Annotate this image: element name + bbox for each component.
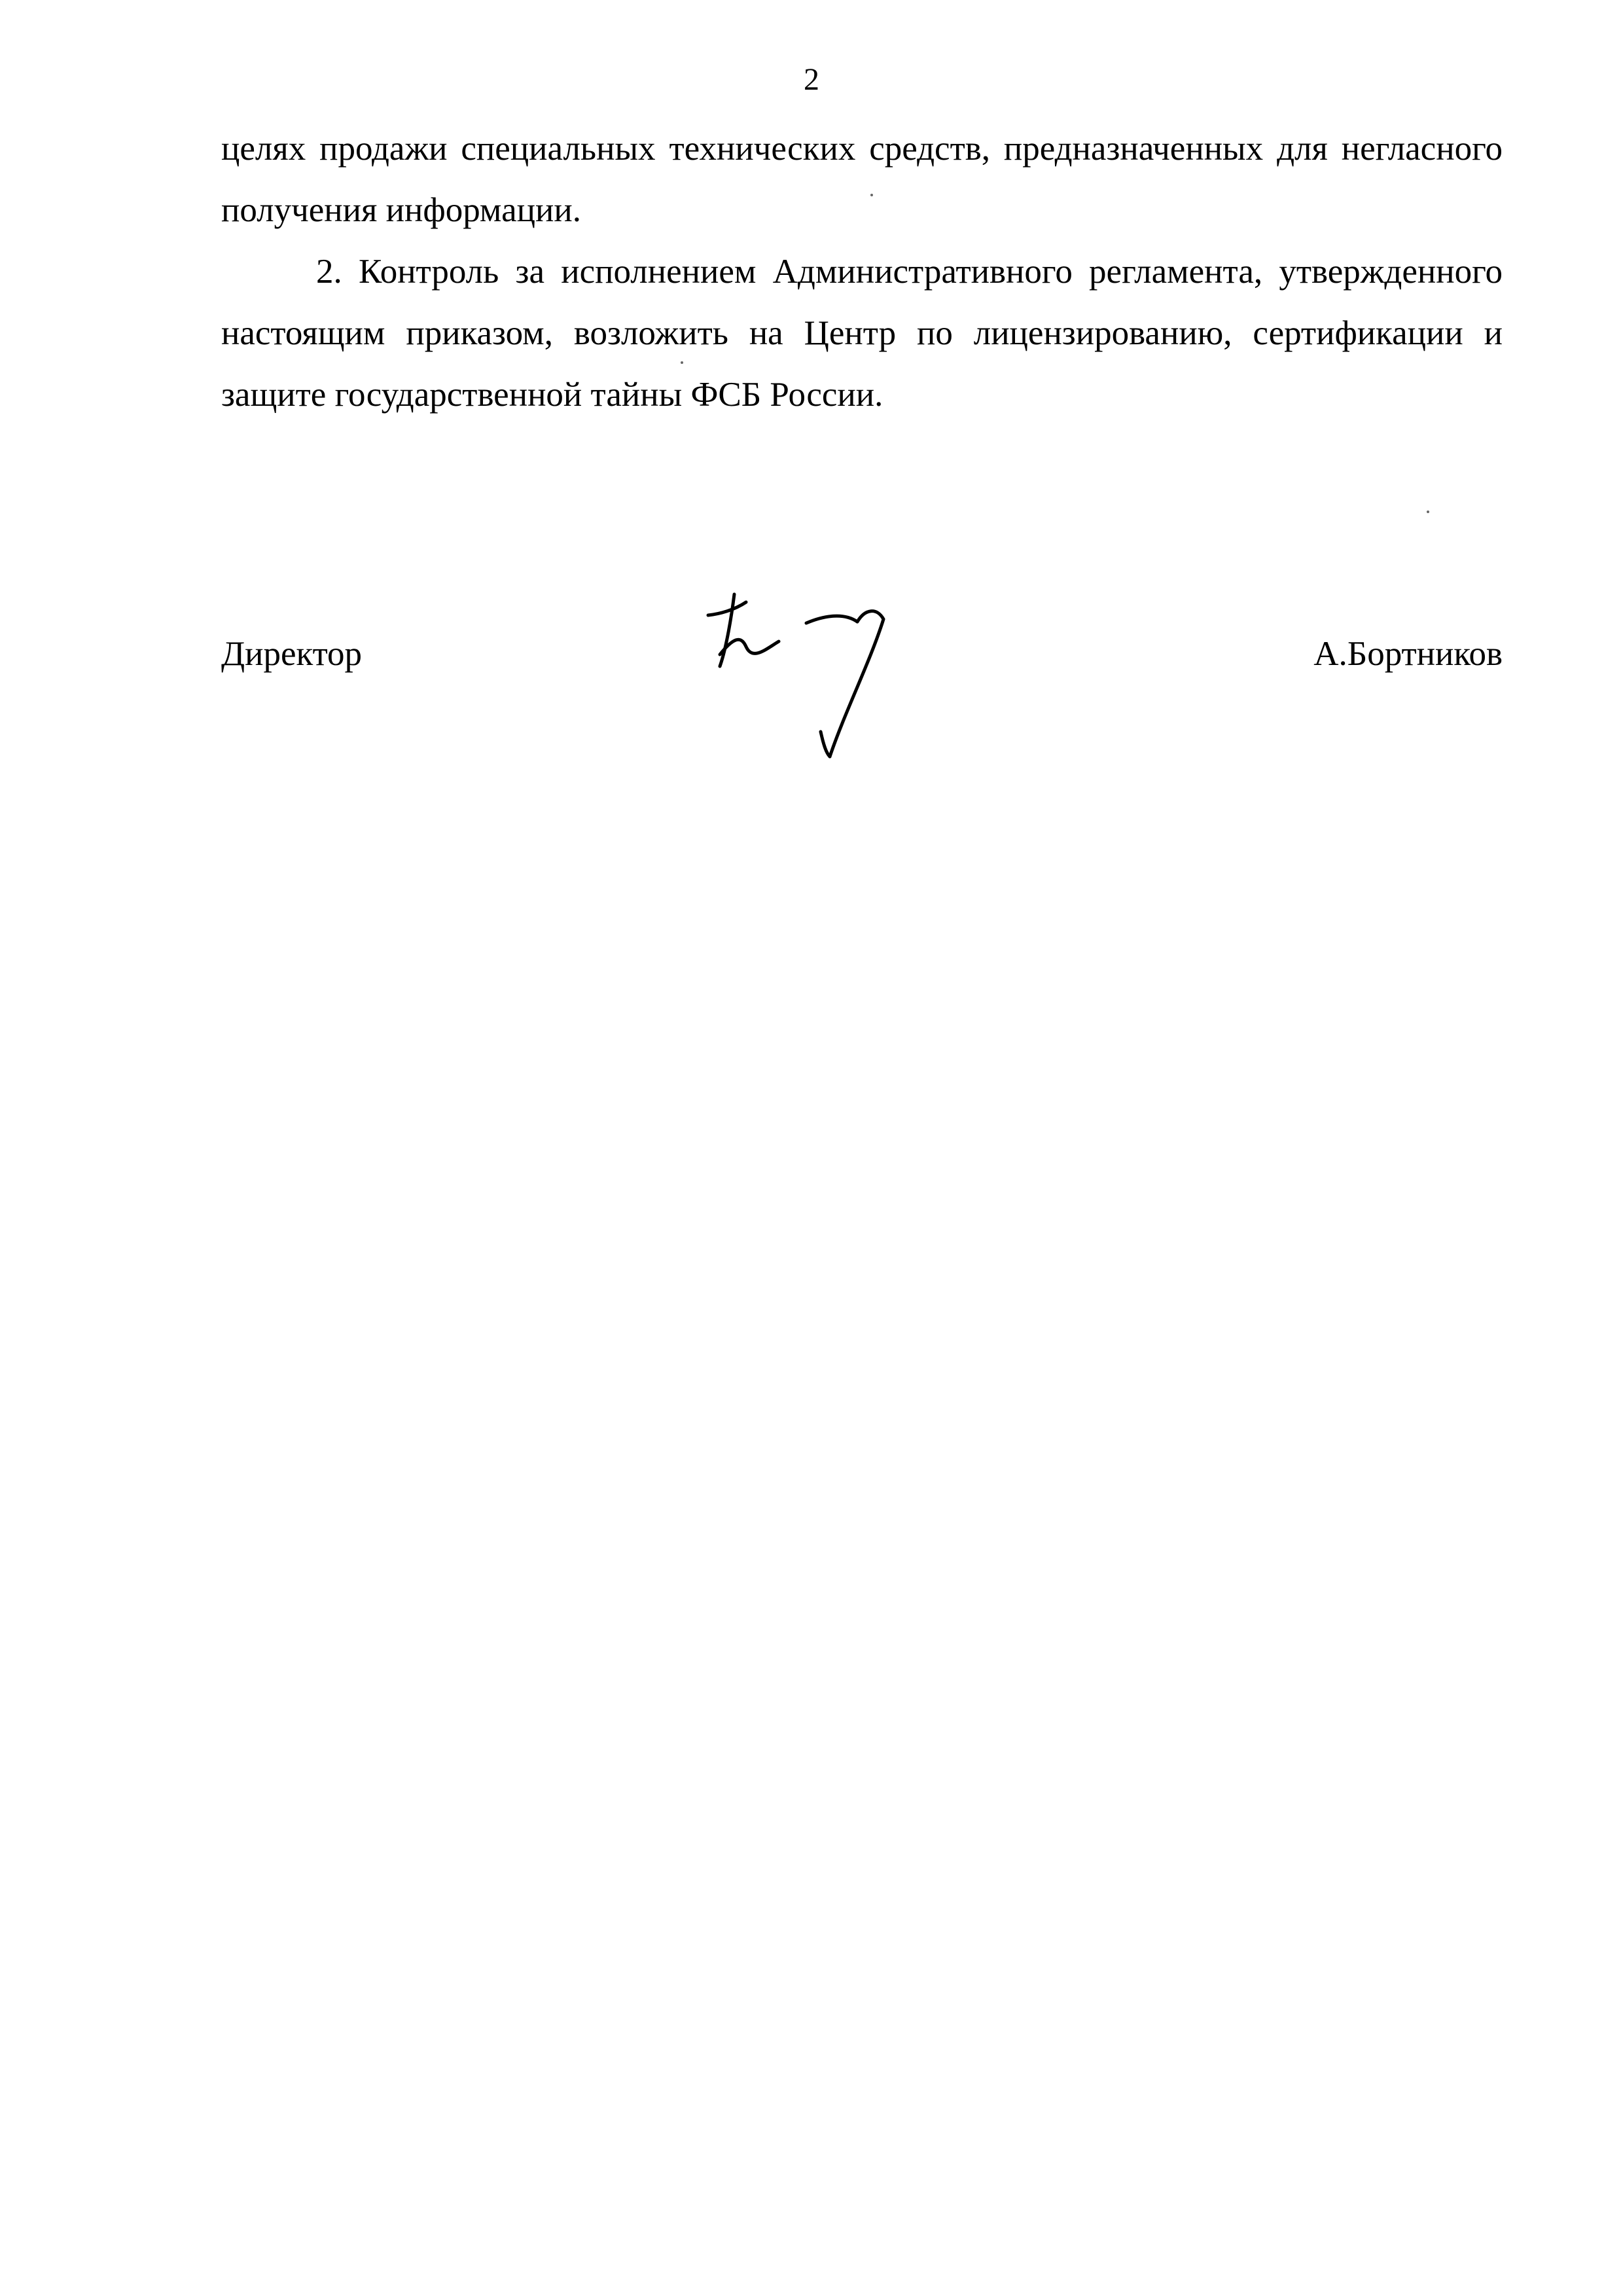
scan-speck bbox=[681, 361, 683, 364]
signatory-name: А.Бортников bbox=[1313, 635, 1503, 673]
scan-speck bbox=[1427, 511, 1429, 513]
document-body bbox=[221, 118, 1503, 425]
paragraph-control-clause: 2. Контроль за исполнением Административного регламента, утвержденного настоящим приказом, возложить на Центр по лицензированию, сертификации и защите государственной тайны ФСБ России. bbox=[221, 253, 1503, 414]
paragraph-continuation: целях продажи специальных технических средств, предназначенных для негласного получения информации. bbox=[221, 130, 1503, 229]
signatory-title: Директор bbox=[221, 635, 363, 673]
handwritten-signature bbox=[694, 576, 929, 785]
page-number: 2 bbox=[804, 62, 819, 97]
scan-speck bbox=[870, 194, 873, 196]
